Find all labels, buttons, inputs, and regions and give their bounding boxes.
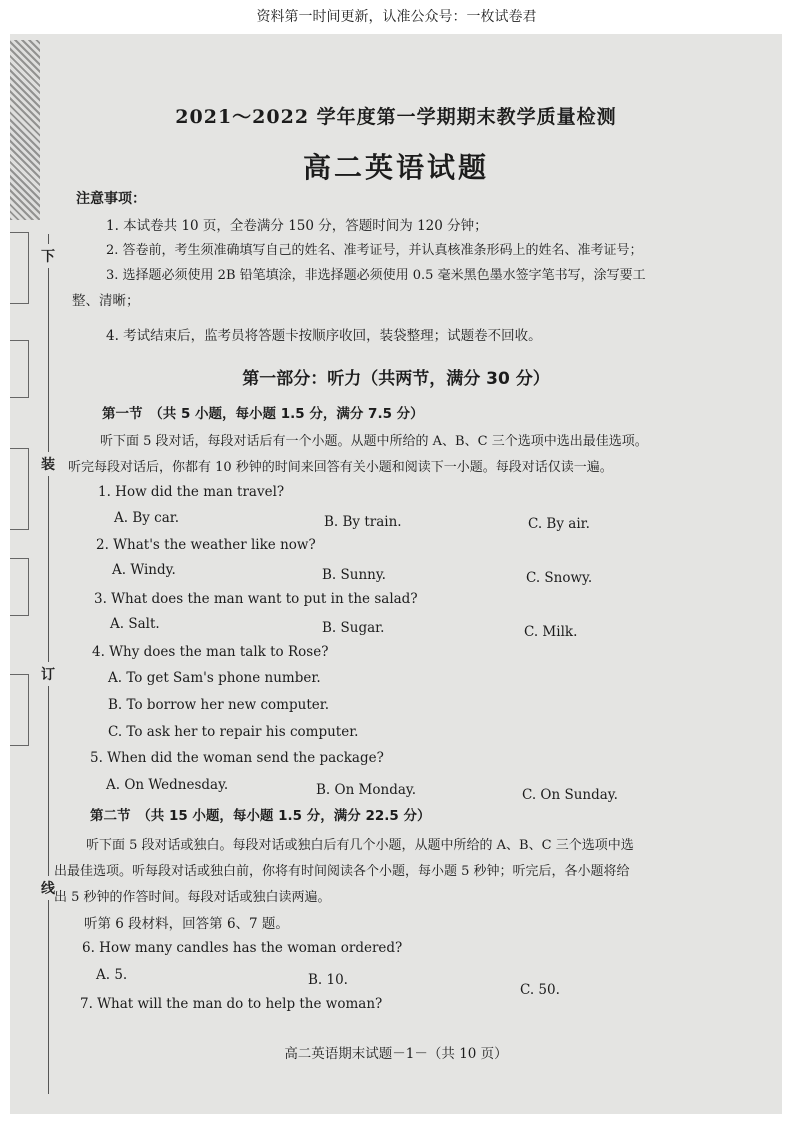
q2-option-b: B. Sunny. — [322, 567, 386, 583]
gutter-label-zhuang: 装 — [41, 452, 55, 476]
q3-option-b: B. Sugar. — [322, 620, 385, 636]
q1-option-c: C. By air. — [528, 516, 590, 532]
notice-item: 3. 选择题必须使用 2B 铅笔填涂，非选择题必须使用 0.5 毫米黑色墨水签字笔书写，涂写要工 — [106, 268, 646, 283]
q5-option-a: A. On Wednesday. — [106, 777, 229, 793]
notice-heading: 注意事项： — [76, 191, 146, 207]
exam-content — [10, 34, 782, 1114]
q1-option-b: B. By train. — [324, 514, 402, 530]
q6-option-a: A. 5. — [96, 967, 128, 983]
part1-heading: 第一部分：听力（共两节，满分 30 分） — [242, 369, 550, 389]
q3-option-c: C. Milk. — [524, 624, 578, 640]
exam-title: 2021～2022 学年度第一学期期末教学质量检测 — [175, 106, 617, 128]
question-1-stem: 1. How did the man travel? — [98, 484, 285, 500]
gutter-label-ding: 订 — [41, 662, 55, 686]
gutter-label-xia: 下 — [41, 244, 55, 268]
section2-instruction: 听下面 5 段对话或独白。每段对话或独白后有几个小题，从题中所给的 A、B、C 三个选项中选 — [86, 838, 634, 853]
question-2-stem: 2. What's the weather like now? — [96, 537, 316, 553]
section2-title: 第二节 （共 15 小题，每小题 1.5 分，满分 22.5 分） — [90, 808, 431, 824]
section1-instruction: 听下面 5 段对话，每段对话后有一个小题。从题中所给的 A、B、C 三个选项中选出最佳选项。 — [100, 434, 648, 449]
section1-title: 第一节 （共 5 小题，每小题 1.5 分，满分 7.5 分） — [102, 406, 424, 422]
section2-instruction: 出 5 秒钟的作答时间。每段对话或独白读两遍。 — [54, 890, 331, 905]
exam-paper-photo — [10, 34, 782, 1114]
q6-option-c: C. 50. — [520, 982, 560, 998]
question-3-stem: 3. What does the man want to put in the salad? — [94, 591, 418, 607]
gutter-label-xian: 线 — [41, 876, 55, 900]
q5-option-c: C. On Sunday. — [522, 787, 618, 803]
subject-title: 高二英语试题 — [302, 151, 489, 184]
question-6-stem: 6. How many candles has the woman ordered? — [82, 940, 403, 956]
q3-option-a: A. Salt. — [110, 616, 160, 632]
q6-option-b: B. 10. — [308, 972, 348, 988]
q4-option-b: B. To borrow her new computer. — [108, 697, 329, 713]
material-6-note: 听第 6 段材料，回答第 6、7 题。 — [84, 916, 289, 932]
notice-item: 4. 考试结束后，监考员将答题卡按顺序收回，装袋整理；试题卷不回收。 — [106, 328, 542, 344]
q4-option-a: A. To get Sam's phone number. — [108, 670, 321, 686]
q5-option-b: B. On Monday. — [316, 782, 417, 798]
page-footer: 高二英语期末试题－1－（共 10 页） — [284, 1046, 508, 1062]
section1-instruction: 听完每段对话后，你都有 10 秒钟的时间来回答有关小题和阅读下一小题。每段对话仅读一遍。 — [68, 460, 613, 475]
q2-option-a: A. Windy. — [112, 562, 176, 578]
wechat-banner: 资料第一时间更新，认准公众号：一枚试卷君 — [0, 0, 793, 34]
notice-item: 1. 本试卷共 10 页，全卷满分 150 分，答题时间为 120 分钟； — [106, 218, 488, 234]
question-7-stem: 7. What will the man do to help the woman? — [80, 996, 383, 1012]
q1-option-a: A. By car. — [114, 510, 180, 526]
question-4-stem: 4. Why does the man talk to Rose? — [92, 644, 329, 660]
notice-item: 整、清晰； — [72, 293, 140, 309]
q2-option-c: C. Snowy. — [526, 570, 593, 586]
question-5-stem: 5. When did the woman send the package? — [90, 750, 384, 766]
q4-option-c: C. To ask her to repair his computer. — [108, 724, 359, 740]
section2-instruction: 出最佳选项。听每段对话或独白前，你将有时间阅读各个小题，每小题 5 秒钟；听完后，各小题将给 — [54, 864, 630, 879]
notice-item: 2. 答卷前，考生须准确填写自己的姓名、准考证号，并认真核准条形码上的姓名、准考证号； — [106, 243, 643, 258]
